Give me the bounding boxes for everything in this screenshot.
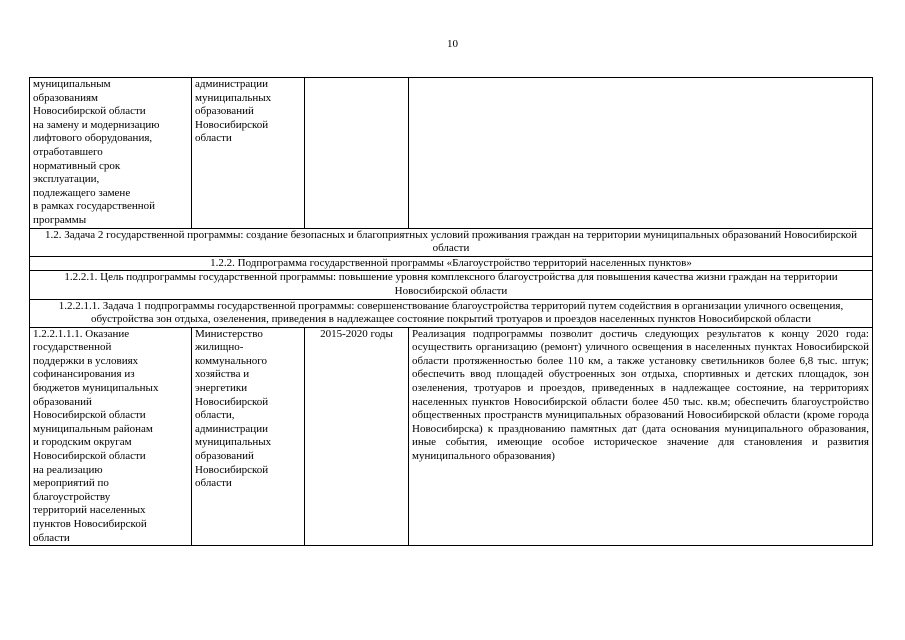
cell-line: государственной xyxy=(33,341,112,354)
goal-heading: 1.2.2.1. Цель подпрограммы государственной программы: повышение уровня комплексного благоустройства для повышения качества жизни граждан на территории Новосибирской области xyxy=(30,271,873,299)
cell-line: Новосибирской области xyxy=(33,450,146,463)
cell-line: администрации xyxy=(195,422,268,435)
cell-line: образований xyxy=(33,395,92,408)
period-cell: 2015-2020 годы xyxy=(305,327,409,546)
cell-line: в рамках государственной xyxy=(33,200,155,213)
cell-line: коммунального xyxy=(195,354,267,367)
cell-line: Новосибирской xyxy=(195,395,269,408)
cell-line: Новосибирской области xyxy=(33,409,146,422)
result-cell: Реализация подпрограммы позволит достичь следующих результатов к концу 2020 года: осуществить организацию (ремонт) уличного освещения в населенных пунктах Новосибирской области протяженностью более 110 км, а также установку светильников более 6,8 тыс. штук; обеспечить ввод площадей обустроенных зон отдыха, спортивных и детских площадок, зон озеленения, тротуаров и проездов, приведенных в надлежащее состояние, на территориях населенных пунктов Новосибирской области более 450 тыс. кв.м; обеспечить благоустройство общественных пространств муниципальных образований Новосибирской области (кроме города Новосибирска) к празднованию памятных дат (дата основания муниципального образования, иные события, имеющие особое историческое значение для становления и развития муниципального образования) xyxy=(409,327,873,546)
cell-line: образований xyxy=(195,450,254,463)
cell-line: муниципальным xyxy=(33,78,111,90)
subtask-heading: 1.2.2.1.1. Задача 1 подпрограммы государственной программы: совершенствование благоустройства территорий путем содействия в организации уличного освещения, обустройства зон отдыха, озеленения, приведения в надлежащее состояние покрытий тротуаров и проездов населенных пунктов Новосибирской области xyxy=(30,299,873,327)
cell-line: образованиям xyxy=(33,91,98,104)
cell-line: образований xyxy=(195,105,254,118)
cell-line: благоустройству xyxy=(33,490,111,503)
cell-line: муниципальных xyxy=(195,91,272,104)
page-number: 10 xyxy=(447,38,458,50)
table-row-continuation xyxy=(30,78,873,229)
table-row-measure xyxy=(30,327,873,546)
table-row-goal xyxy=(30,271,873,299)
cell-line: Министерство xyxy=(195,327,263,340)
cell-line: подлежащего замене xyxy=(33,186,131,199)
cell-line: бюджетов муниципальных xyxy=(33,382,159,395)
cell-line: жилищно- xyxy=(195,341,244,354)
cell-line: пунктов Новосибирской xyxy=(33,518,147,530)
cell-line: и городским округам xyxy=(33,436,132,449)
table-row-subprogram xyxy=(30,256,873,271)
cell-line: нормативный срок xyxy=(33,159,121,172)
executor-lines xyxy=(195,78,301,146)
cell-line: программы xyxy=(33,213,87,226)
result-cell xyxy=(409,78,873,229)
cell-line: хозяйства и xyxy=(195,368,250,381)
cell-line: отработавшего xyxy=(33,145,103,158)
cell-line: эксплуатации, xyxy=(33,173,100,186)
cell-line: поддержки в условиях xyxy=(33,354,139,367)
cell-line: Новосибирской xyxy=(195,118,269,131)
measure-name-lines xyxy=(33,78,188,228)
cell-line: территорий населенных xyxy=(33,504,146,517)
cell-line: энергетики xyxy=(195,382,248,395)
cell-line: области xyxy=(33,531,70,544)
cell-line: мероприятий по xyxy=(33,477,109,490)
executor-lines xyxy=(195,328,301,491)
table-row-subtask xyxy=(30,299,873,327)
measure-name-lines xyxy=(33,328,188,546)
measure-name-cell xyxy=(30,78,192,229)
cell-line: Новосибирской xyxy=(195,463,269,476)
cell-line: на замену и модернизацию xyxy=(33,118,160,131)
cell-line: области xyxy=(195,477,232,490)
measure-name-cell xyxy=(30,327,192,546)
cell-line: лифтового оборудования, xyxy=(33,132,153,145)
cell-line: администрации xyxy=(195,78,268,90)
program-table xyxy=(29,77,873,546)
cell-line: области xyxy=(195,132,232,145)
cell-line: на реализацию xyxy=(33,463,103,476)
subprogram-heading: 1.2.2. Подпрограмма государственной программы «Благоустройство территорий населенных пунктов» xyxy=(30,256,873,271)
task-heading: 1.2. Задача 2 государственной программы: создание безопасных и благоприятных условий проживания граждан на территории муниципальных образований Новосибирской области xyxy=(30,228,873,256)
period-cell xyxy=(305,78,409,229)
cell-line: софинансирования из xyxy=(33,368,135,381)
table-row-task-1-2 xyxy=(30,228,873,256)
cell-line: 1.2.2.1.1.1. Оказание xyxy=(33,327,130,340)
cell-line: Новосибирской области xyxy=(33,105,146,118)
executor-cell xyxy=(192,78,305,229)
cell-line: муниципальным районам xyxy=(33,422,153,435)
cell-line: области, xyxy=(195,409,235,422)
cell-line: муниципальных xyxy=(195,436,272,449)
executor-cell xyxy=(192,327,305,546)
